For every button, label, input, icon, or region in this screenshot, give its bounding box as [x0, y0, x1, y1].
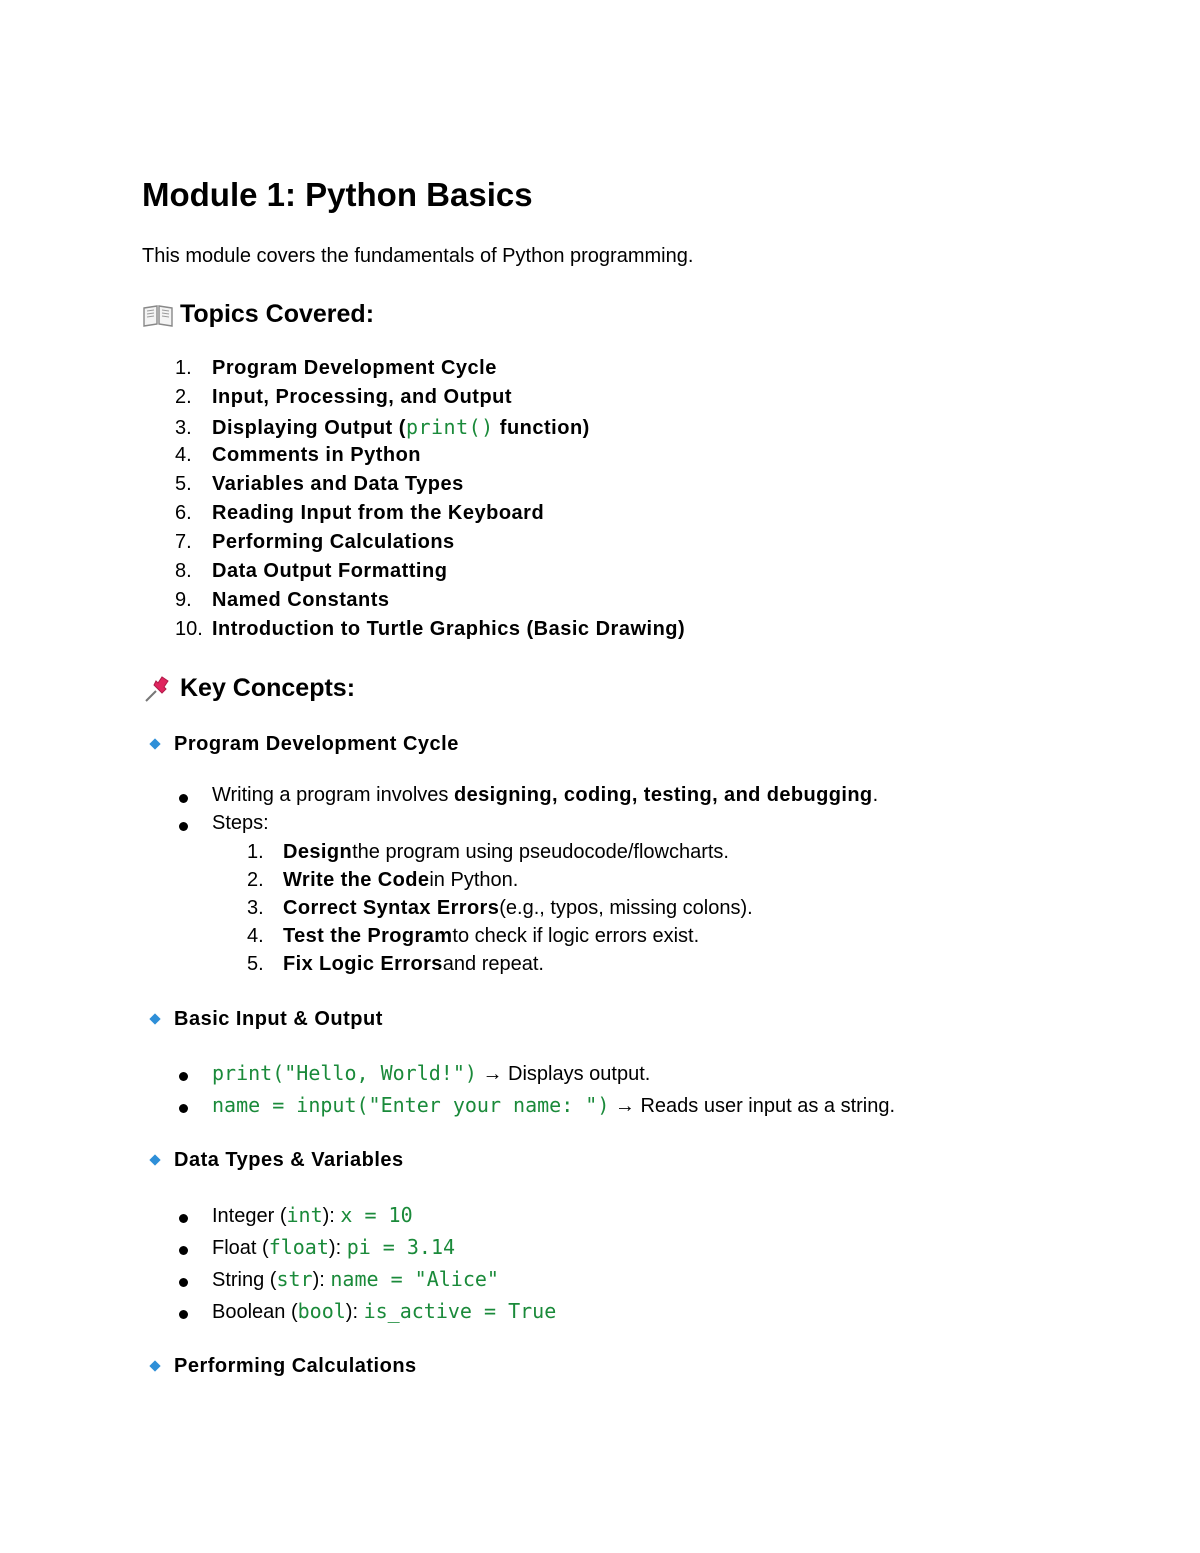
- subsection-basic-input-output: [142, 1006, 1102, 1125]
- bullet-icon: [179, 1104, 188, 1113]
- list-item: 7. Performing Calculations: [175, 531, 455, 553]
- io-bullet-list: [142, 1061, 1102, 1125]
- subsection-title: Performing Calculations: [142, 1353, 1102, 1379]
- list-item: Integer (int): x = 10: [142, 1203, 1102, 1235]
- pushpin-icon: [142, 675, 174, 703]
- blue-diamond-icon: [149, 1360, 160, 1371]
- list-item: 3. Displaying Output (print() function): [175, 415, 590, 439]
- concepts-heading: [142, 674, 355, 703]
- list-item: Boolean (bool): is_active = True: [142, 1299, 1102, 1331]
- pdc-bullet-list: [142, 784, 1102, 981]
- list-item: 5. Fix Logic Errors and repeat.: [247, 953, 544, 975]
- list-item: String (str): name = "Alice": [142, 1267, 1102, 1299]
- subsection-title: Program Development Cycle: [142, 731, 1102, 757]
- concepts-heading-text: Key Concepts:: [180, 674, 356, 702]
- list-item: 2. Input, Processing, and Output: [175, 386, 513, 408]
- blue-diamond-icon: [149, 1154, 160, 1165]
- intro-paragraph: This module covers the fundamentals of Python programming.: [142, 245, 694, 267]
- steps-list: [142, 841, 1102, 981]
- topics-list: [142, 357, 685, 647]
- list-item: 10. Introduction to Turtle Graphics (Basic Drawing): [175, 618, 686, 640]
- types-bullet-list: [142, 1203, 1102, 1331]
- list-item: name = input("Enter your name: ") → Reads user input as a string.: [142, 1093, 1102, 1125]
- list-item: 4. Test the Program to check if logic errors exist.: [247, 925, 700, 947]
- subsection-program-development-cycle: [142, 731, 1102, 981]
- list-item: 4. Comments in Python: [175, 444, 422, 466]
- topics-heading-text: Topics Covered:: [180, 300, 375, 328]
- list-item: 6. Reading Input from the Keyboard: [175, 502, 545, 524]
- blue-diamond-icon: [149, 1013, 160, 1024]
- subsection-data-types-variables: [142, 1147, 1102, 1331]
- subsection-title: Data Types & Variables: [142, 1147, 1102, 1173]
- list-item: 3. Correct Syntax Errors (e.g., typos, missing colons).: [247, 897, 753, 919]
- bullet-icon: [179, 794, 188, 803]
- bullet-icon: [179, 822, 188, 831]
- list-item: 9. Named Constants: [175, 589, 390, 611]
- list-item: 2. Write the Code in Python.: [247, 869, 519, 891]
- list-item: 5. Variables and Data Types: [175, 473, 464, 495]
- list-item: 1. Design the program using pseudocode/flowcharts.: [247, 841, 729, 863]
- subsection-title: Basic Input & Output: [142, 1006, 1102, 1032]
- list-item: print("Hello, World!") → Displays output.: [142, 1061, 1102, 1093]
- list-item: 1. Program Development Cycle: [175, 357, 497, 379]
- bullet-icon: [179, 1278, 188, 1287]
- bullet-icon: [179, 1246, 188, 1255]
- topics-heading: [142, 300, 374, 329]
- list-item: Steps: 1. Design the program using pseudocode/flowcharts. 2. Write the Code in Python. 3. Correct Syntax Errors (e.g., typos, missing colons). 4. Test the Program to check if logic errors exist. 5. Fix Logic Errors and repeat.: [142, 812, 1102, 981]
- open-book-icon: [142, 301, 174, 329]
- bullet-icon: [179, 1072, 188, 1081]
- list-item: Float (float): pi = 3.14: [142, 1235, 1102, 1267]
- bullet-icon: [179, 1214, 188, 1223]
- page-title: Module 1: Python Basics: [142, 176, 533, 213]
- subsection-performing-calculations: [142, 1353, 1102, 1379]
- blue-diamond-icon: [149, 738, 160, 749]
- inline-code: print(): [405, 415, 494, 439]
- list-item: 8. Data Output Formatting: [175, 560, 448, 582]
- bullet-icon: [179, 1310, 188, 1319]
- list-item: Writing a program involves designing, coding, testing, and debugging.: [142, 784, 1102, 812]
